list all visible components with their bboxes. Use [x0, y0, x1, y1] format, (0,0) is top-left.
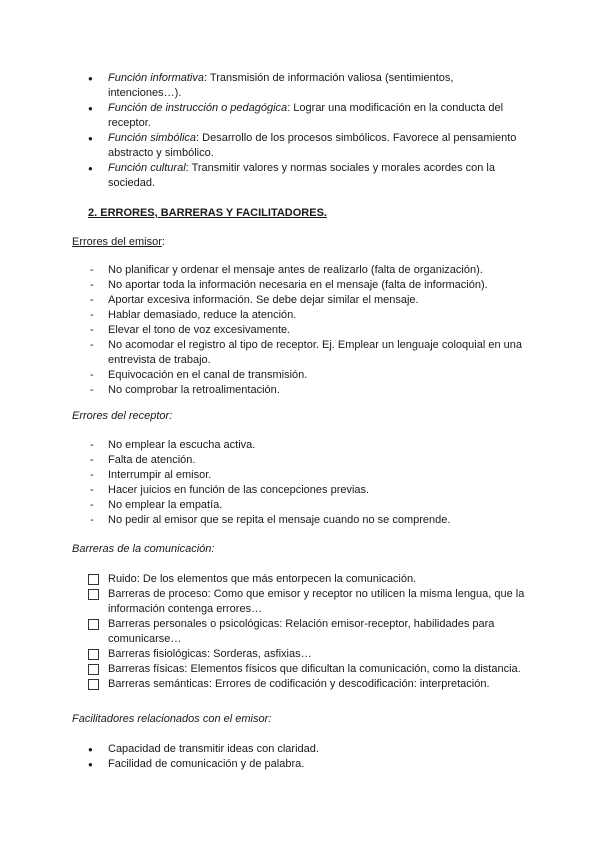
- list-item: - Hacer juicios en función de las concepciones previas.: [88, 483, 528, 498]
- list-item: - No pedir al emisor que se repita el mensaje cuando no se comprende.: [88, 513, 528, 528]
- description: : Transmisión de información valiosa (sentimientos, intenciones…).: [108, 72, 454, 99]
- section-heading: 2. ERRORES, BARRERAS Y FACILITADORES.: [88, 207, 327, 219]
- list-item: Barreras semánticas: Errores de codificación y descodificación: interpretación.: [88, 677, 528, 692]
- list-item: - No emplear la empatía.: [88, 498, 528, 513]
- list-item: Barreras físicas: Elementos físicos que dificultan la comunicación, como la distancia.: [88, 662, 528, 677]
- list-item: Barreras de proceso: Como que emisor y receptor no utilicen la misma lengua, que la información contenga errores…: [88, 587, 528, 617]
- term: Función cultural: [108, 162, 186, 174]
- list-item: Barreras fisiológicas: Sorderas, asfixias…: [88, 647, 528, 662]
- list-item: Ruido: De los elementos que más entorpecen la comunicación.: [88, 572, 528, 587]
- list-item: - Equivocación en el canal de transmisión.: [88, 368, 528, 383]
- receptor-title: Errores del receptor:: [72, 410, 173, 422]
- barreras-title: Barreras de la comunicación:: [72, 543, 215, 555]
- functions-list: [88, 71, 528, 191]
- list-item: - No aportar toda la información necesaria en el mensaje (falta de información).: [88, 278, 528, 293]
- list-item: [88, 131, 528, 161]
- term: Función informativa: [108, 72, 204, 84]
- facilitadores-list: [88, 742, 528, 772]
- description: : Transmitir valores y normas sociales y morales acordes con la sociedad.: [108, 162, 495, 189]
- list-item: - No planificar y ordenar el mensaje antes de realizarlo (falta de organización).: [88, 263, 528, 278]
- barreras-list: [88, 572, 528, 692]
- list-item: - No emplear la escucha activa.: [88, 438, 528, 453]
- emisor-title: Errores del emisor: [72, 236, 162, 248]
- list-item: ● Capacidad de transmitir ideas con claridad.: [88, 742, 528, 757]
- list-item: - Hablar demasiado, reduce la atención.: [88, 308, 528, 323]
- term: Función simbólica: [108, 132, 197, 144]
- description: : Desarrollo de los procesos simbólicos. Favorece al pensamiento abstracto y simbólico.: [108, 132, 517, 159]
- list-item: - No comprobar la retroalimentación.: [88, 383, 528, 398]
- facilitadores-title: Facilitadores relacionados con el emisor:: [72, 713, 272, 725]
- emisor-title-row: [72, 236, 165, 248]
- list-item: [88, 71, 528, 101]
- list-item: - Falta de atención.: [88, 453, 528, 468]
- emisor-errors-list: [88, 263, 528, 398]
- list-item: - Elevar el tono de voz excesivamente.: [88, 323, 528, 338]
- receptor-errors-list: [88, 438, 528, 528]
- list-item: ● Facilidad de comunicación y de palabra.: [88, 757, 528, 772]
- list-item: Barreras personales o psicológicas: Relación emisor-receptor, habilidades para comunicarse…: [88, 617, 528, 647]
- list-item: [88, 101, 528, 131]
- list-item: [88, 161, 528, 191]
- description: : Lograr una modificación en la conducta del receptor.: [108, 102, 504, 129]
- list-item: - No acomodar el registro al tipo de receptor. Ej. Emplear un lenguaje coloquial en una entrevista de trabajo.: [88, 338, 528, 368]
- list-item: - Aportar excesiva información. Se debe dejar similar el mensaje.: [88, 293, 528, 308]
- list-item: - Interrumpir al emisor.: [88, 468, 528, 483]
- emisor-title-colon: :: [161, 236, 165, 248]
- term: Función de instrucción o pedagógica: [108, 102, 288, 114]
